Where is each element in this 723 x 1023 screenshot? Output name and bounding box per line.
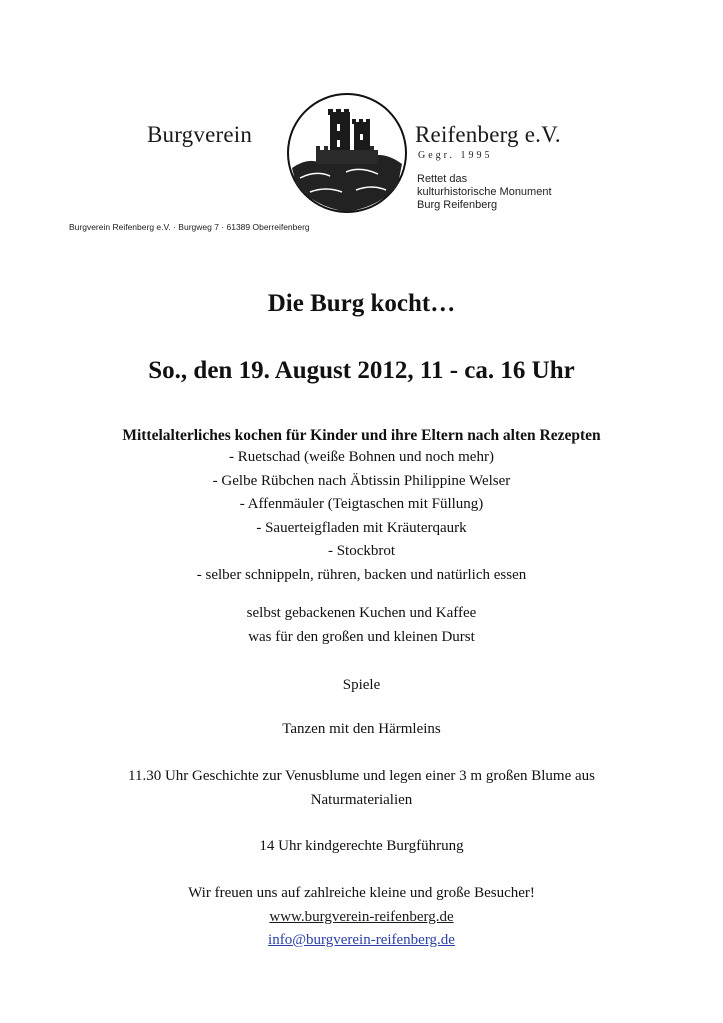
menu-item: - Gelbe Rübchen nach Äbtissin Philippine Welser xyxy=(212,472,511,489)
event-date: So., den 19. August 2012, 11 - ca. 16 Uhr xyxy=(148,357,575,384)
refreshments xyxy=(0,602,723,649)
website-link[interactable]: www.burgverein-reifenberg.de xyxy=(269,908,454,925)
org-tagline xyxy=(417,173,552,212)
games-text: Spiele xyxy=(342,677,381,693)
tour-text: 14 Uhr kindgerechte Burgführung xyxy=(259,838,464,854)
sender-address: Burgverein Reifenberg e.V. · Burgweg 7 · 61389 Oberreifenberg xyxy=(69,222,310,232)
menu-item: - Affenmäuler (Teigtaschen mit Füllung) xyxy=(239,496,484,512)
story-text xyxy=(0,765,723,812)
tagline-line: kulturhistorische Monument xyxy=(417,186,552,198)
dance-text: Tanzen mit den Härmleins xyxy=(282,721,441,737)
closing-block xyxy=(0,882,723,953)
menu-item: - Stockbrot xyxy=(327,543,396,559)
story-line: Naturmaterialien xyxy=(310,791,413,808)
email-link[interactable]: info@burgverein-reifenberg.de xyxy=(268,932,455,948)
org-name-left: Burgverein xyxy=(147,122,253,147)
event-title: Die Burg kocht… xyxy=(267,290,456,317)
org-name-right: Reifenberg e.V. xyxy=(415,122,561,147)
tagline-line: Burg Reifenberg xyxy=(417,199,498,211)
founded-text: Gegr. 1995 xyxy=(418,150,493,161)
story-line: 11.30 Uhr Geschichte zur Venusblume und legen einer 3 m großen Blume aus xyxy=(128,768,595,784)
castle-logo xyxy=(286,92,408,214)
menu-item: - Sauerteigfladen mit Kräuterqaurk xyxy=(256,519,467,536)
menu-item: - Ruetschad (weiße Bohnen und noch mehr) xyxy=(229,449,494,465)
closing-text: Wir freuen uns auf zahlreiche kleine und große Besucher! xyxy=(188,885,535,901)
tagline-line: Rettet das xyxy=(417,173,468,185)
menu-item: - selber schnippeln, rühren, backen und natürlich essen xyxy=(196,566,527,583)
menu-heading: Mittelalterliches kochen für Kinder und ihre Eltern nach alten Rezepten xyxy=(122,427,601,444)
refreshments-line: was für den großen und kleinen Durst xyxy=(248,628,475,645)
menu-list xyxy=(0,446,723,587)
refreshments-line: selbst gebackenen Kuchen und Kaffee xyxy=(246,605,477,621)
